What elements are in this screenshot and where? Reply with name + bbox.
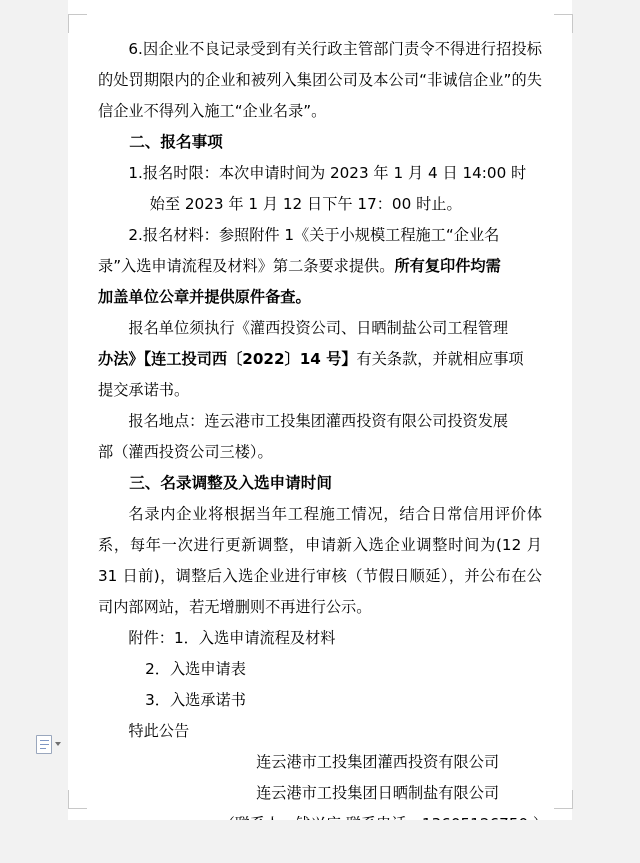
paragraph-attachment-3: 3．入选承诺书: [145, 691, 246, 709]
materials-text-normal: 录”入选申请流程及材料》第二条要求提供。: [98, 257, 395, 275]
chevron-down-icon[interactable]: [55, 742, 61, 746]
page-gap-area: [0, 820, 640, 863]
icon-line-2: [40, 744, 49, 746]
paragraph-location-line1: 报名地点：连云港市工投集团灌西投资有限公司投资发展: [128, 412, 509, 430]
paragraph-registration-materials-line2: [98, 251, 542, 282]
document-text-body: [98, 34, 542, 840]
layout-options-control[interactable]: [36, 733, 66, 755]
paragraph-registration-materials-line1: 2.报名材料：参照附件 1《关于小规模工程施工“企业名: [128, 226, 500, 244]
icon-line-1: [40, 740, 49, 742]
paragraph-execution-line3: 提交承诺书。: [98, 381, 190, 399]
paragraph-attachment-1: 附件：1．入选申请流程及材料: [128, 629, 336, 647]
paragraph-notice-statement: 特此公告: [128, 722, 190, 740]
margin-mark-top-right: [554, 14, 573, 33]
margin-mark-top-left: [68, 14, 87, 33]
paragraph-registration-deadline-line1: 1.报名时限：本次申请时间为 2023 年 1 月 4 日 14:00 时: [128, 164, 527, 182]
paragraph-execution-line1: 报名单位须执行《灌西投资公司、日晒制盐公司工程管理: [128, 319, 509, 337]
document-layout-options-icon[interactable]: [36, 735, 52, 754]
materials-text-bold: 所有复印件均需: [394, 257, 501, 275]
signature-company-1: 连云港市工投集团灌西投资有限公司: [256, 753, 500, 771]
signature-company-2: 连云港市工投集团日晒制盐有限公司: [256, 784, 500, 802]
heading-section-two: 二、报名事项: [129, 133, 223, 151]
paragraph-adjustment: 名录内企业将根据当年工程施工情况，结合日常信用评价体系，每年一次进行更新调整，申请新入选企业调整时间为(12 月 31 日前)，调整后入选企业进行审核（节假日顺延），并公布在公司内部网站，若无增删则不再进行公示。: [98, 505, 542, 616]
margin-mark-bottom-right: [554, 790, 573, 809]
paragraph-location-line2: 部（灌西投资公司三楼）。: [98, 443, 273, 461]
execution-text-bold: 办法》【连工投司西〔2022〕14 号】: [98, 350, 357, 368]
heading-section-three: 三、名录调整及入选申请时间: [129, 474, 332, 492]
paragraph-item-6: 6.因企业不良记录受到有关行政主管部门责令不得进行招投标的处罚期限内的企业和被列入集团公司及本公司“非诚信企业”的失信企业不得列入施工“企业名录”。: [98, 40, 542, 120]
icon-line-3: [40, 748, 46, 750]
paragraph-registration-materials-line3: 加盖单位公章并提供原件备查。: [98, 288, 311, 306]
paragraph-execution-line2: [98, 344, 542, 375]
paragraph-attachment-2: 2．入选申请表: [145, 660, 246, 678]
paragraph-registration-deadline-line2: 始至 2023 年 1 月 12 日下午 17：00 时止。: [149, 195, 462, 213]
execution-text-normal: 有关条款，并就相应事项: [356, 350, 524, 368]
margin-mark-bottom-left: [68, 790, 87, 809]
